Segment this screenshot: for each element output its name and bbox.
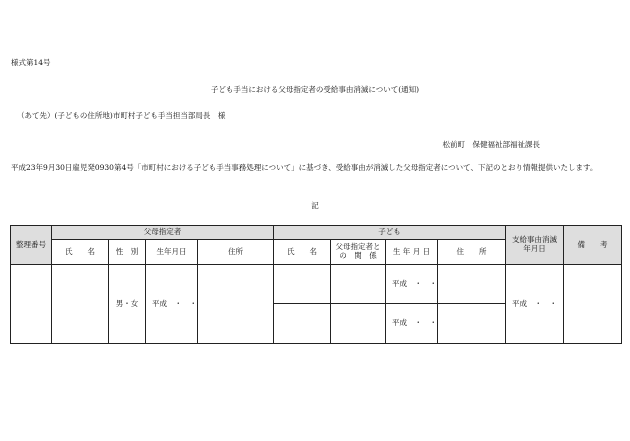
sender: 松前町 保健福祉部福祉課長 xyxy=(442,140,540,149)
header-shikyu-jiyu xyxy=(506,226,564,265)
cell-child-relation-1[interactable] xyxy=(331,265,386,304)
notification-table xyxy=(10,225,622,344)
header-kodomo: 子ども xyxy=(274,226,506,240)
subheader-shimei: 氏 名 xyxy=(52,240,109,265)
cell-parent-name[interactable] xyxy=(52,265,109,344)
body-paragraph: 平成23年9月30日雇児発0930第4号「市町村における子ども手当事務処理について」に基づき、受給事由が消滅した父母指定者について、下記のとおり情報提供いたします。 xyxy=(11,163,598,172)
cell-child-address-1[interactable] xyxy=(438,265,506,304)
header-shikyu-jiyu-line1: 支給事由消滅 xyxy=(512,235,557,245)
cell-child-relation-2[interactable] xyxy=(331,304,386,344)
subheader-seibetsu: 性 別 xyxy=(109,240,146,265)
subheader-child-jusho: 住 所 xyxy=(438,240,506,265)
document-title: 子ども手当における父母指定者の受給事由消滅について(通知) xyxy=(210,85,420,94)
cell-parent-address[interactable] xyxy=(198,265,274,344)
cell-child-birth-1[interactable]: 平成 ・ ・ xyxy=(386,265,438,304)
subheader-child-seinengappi: 生 年 月 日 xyxy=(386,240,438,265)
cell-seiri-bango[interactable] xyxy=(11,265,52,344)
subheader-kankei xyxy=(331,240,386,265)
cell-child-address-2[interactable] xyxy=(438,304,506,344)
cell-child-name-1[interactable] xyxy=(274,265,331,304)
header-shikyu-jiyu-line2: 年月日 xyxy=(523,244,546,253)
subheader-child-shimei: 氏 名 xyxy=(274,240,331,265)
cell-child-birth-2[interactable]: 平成 ・ ・ xyxy=(386,304,438,344)
subheader-jusho: 住所 xyxy=(198,240,274,265)
form-number: 様式第14号 xyxy=(11,58,51,67)
cell-shometsu-date[interactable]: 平成 ・ ・ xyxy=(506,265,564,344)
subheader-kankei-line2: の 関 係 xyxy=(339,251,377,260)
cell-parent-sex[interactable]: 男・女 xyxy=(109,265,146,344)
cell-parent-birth[interactable]: 平成 ・ ・ xyxy=(146,265,198,344)
cell-biko[interactable] xyxy=(564,265,622,344)
header-fubo-shiteisha: 父母指定者 xyxy=(52,226,274,240)
ki-heading: 記 xyxy=(311,201,319,210)
header-biko: 備 考 xyxy=(564,226,622,265)
addressee: （あて先）(子どもの住所地)市町村子ども手当担当部局長 様 xyxy=(17,111,226,120)
subheader-seinengappi: 生年月日 xyxy=(146,240,198,265)
subheader-kankei-line1: 父母指定者と xyxy=(335,242,381,252)
header-seiri-bango: 整理番号 xyxy=(11,226,52,265)
cell-child-name-2[interactable] xyxy=(274,304,331,344)
